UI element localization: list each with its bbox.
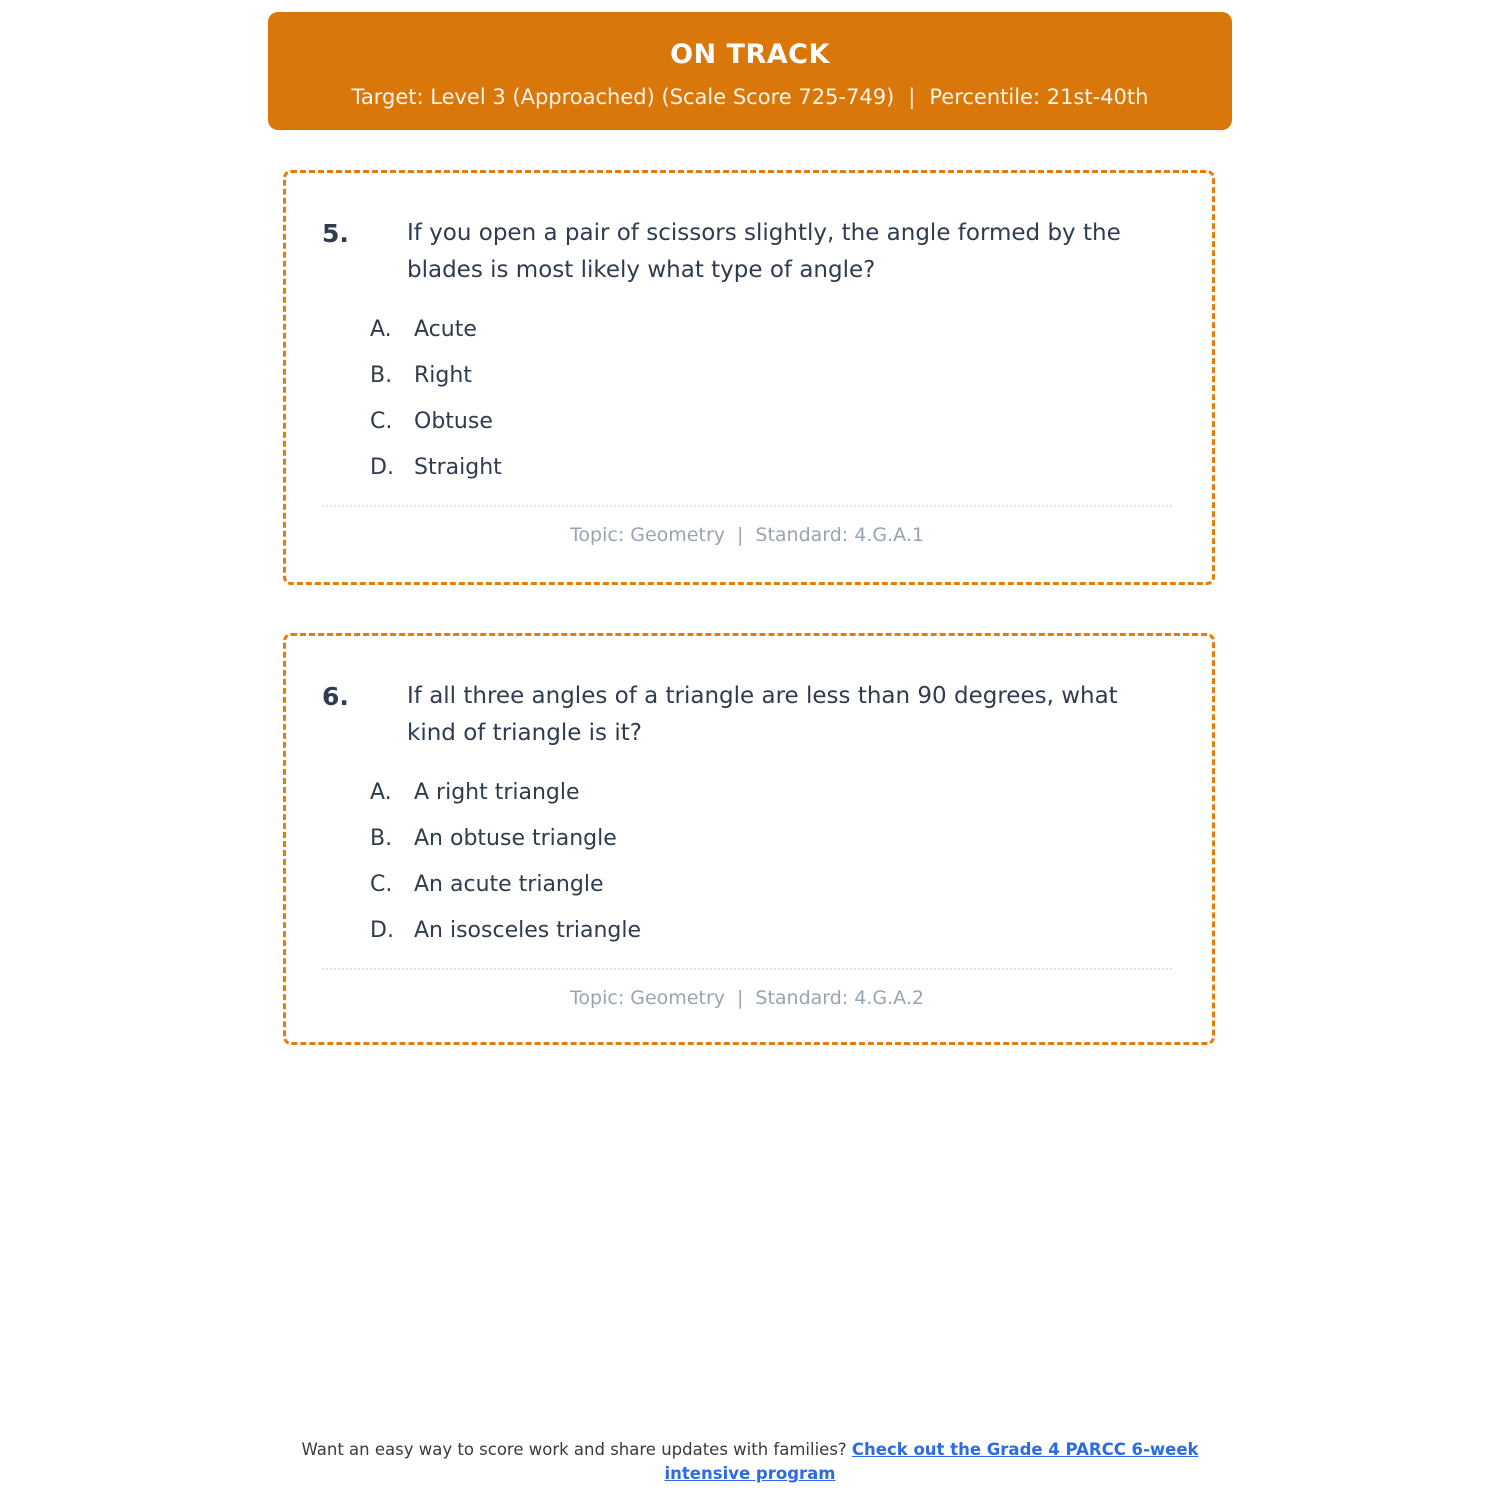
meta-separator: | [737,524,744,546]
option-text: Straight [414,455,502,480]
question-meta [322,524,1172,546]
option-letter: C. [370,872,393,897]
option-letter: B. [370,826,393,851]
question-number: 6. [322,682,349,711]
option-c [370,870,1172,900]
option-text: A right triangle [414,780,580,805]
option-text: An obtuse triangle [414,826,617,851]
option-text: Right [414,363,472,388]
option-text: An acute triangle [414,872,604,897]
card-divider [322,505,1172,507]
page-footer [280,1438,1220,1486]
performance-banner [268,12,1232,130]
banner-separator: | [908,85,916,109]
option-a [370,315,1172,345]
standard-text: Standard: 4.G.A.1 [755,524,924,546]
standard-text: Standard: 4.G.A.2 [755,987,924,1009]
topic-text: Topic: Geometry [570,987,725,1009]
question-text: If all three angles of a triangle are less than 90 degrees, what kind of triangle is it? [407,683,1118,746]
option-text: An isosceles triangle [414,918,642,943]
option-d [370,453,1172,483]
option-text: Obtuse [414,409,493,434]
banner-subtitle [268,85,1232,109]
footer-program-link[interactable]: Check out the Grade 4 PARCC 6-week intensive program [664,1440,1199,1483]
question-card-6 [283,633,1215,1045]
option-letter: C. [370,409,393,434]
option-text: Acute [414,317,477,342]
meta-separator: | [737,987,744,1009]
option-letter: B. [370,363,393,388]
option-b [370,361,1172,391]
option-letter: A. [370,317,392,342]
option-c [370,407,1172,437]
question-text: If you open a pair of scissors slightly, the angle formed by the blades is most likely what type of angle? [407,220,1121,283]
question-card-5 [283,170,1215,585]
option-letter: A. [370,780,392,805]
option-a [370,778,1172,808]
banner-target-text: Target: Level 3 (Approached) (Scale Score 725-749) [351,85,895,109]
options-list [370,778,1172,946]
option-b [370,824,1172,854]
question-number: 5. [322,219,349,248]
options-list [370,315,1172,483]
option-d [370,916,1172,946]
topic-text: Topic: Geometry [570,524,725,546]
footer-prompt: Want an easy way to score work and share updates with families? [301,1440,847,1459]
question-meta [322,987,1172,1009]
option-letter: D. [370,455,394,480]
question-row [322,678,1172,752]
banner-title: ON TRACK [670,39,830,70]
question-row [322,215,1172,289]
option-letter: D. [370,918,394,943]
banner-percentile-text: Percentile: 21st-40th [929,85,1149,109]
card-divider [322,968,1172,970]
